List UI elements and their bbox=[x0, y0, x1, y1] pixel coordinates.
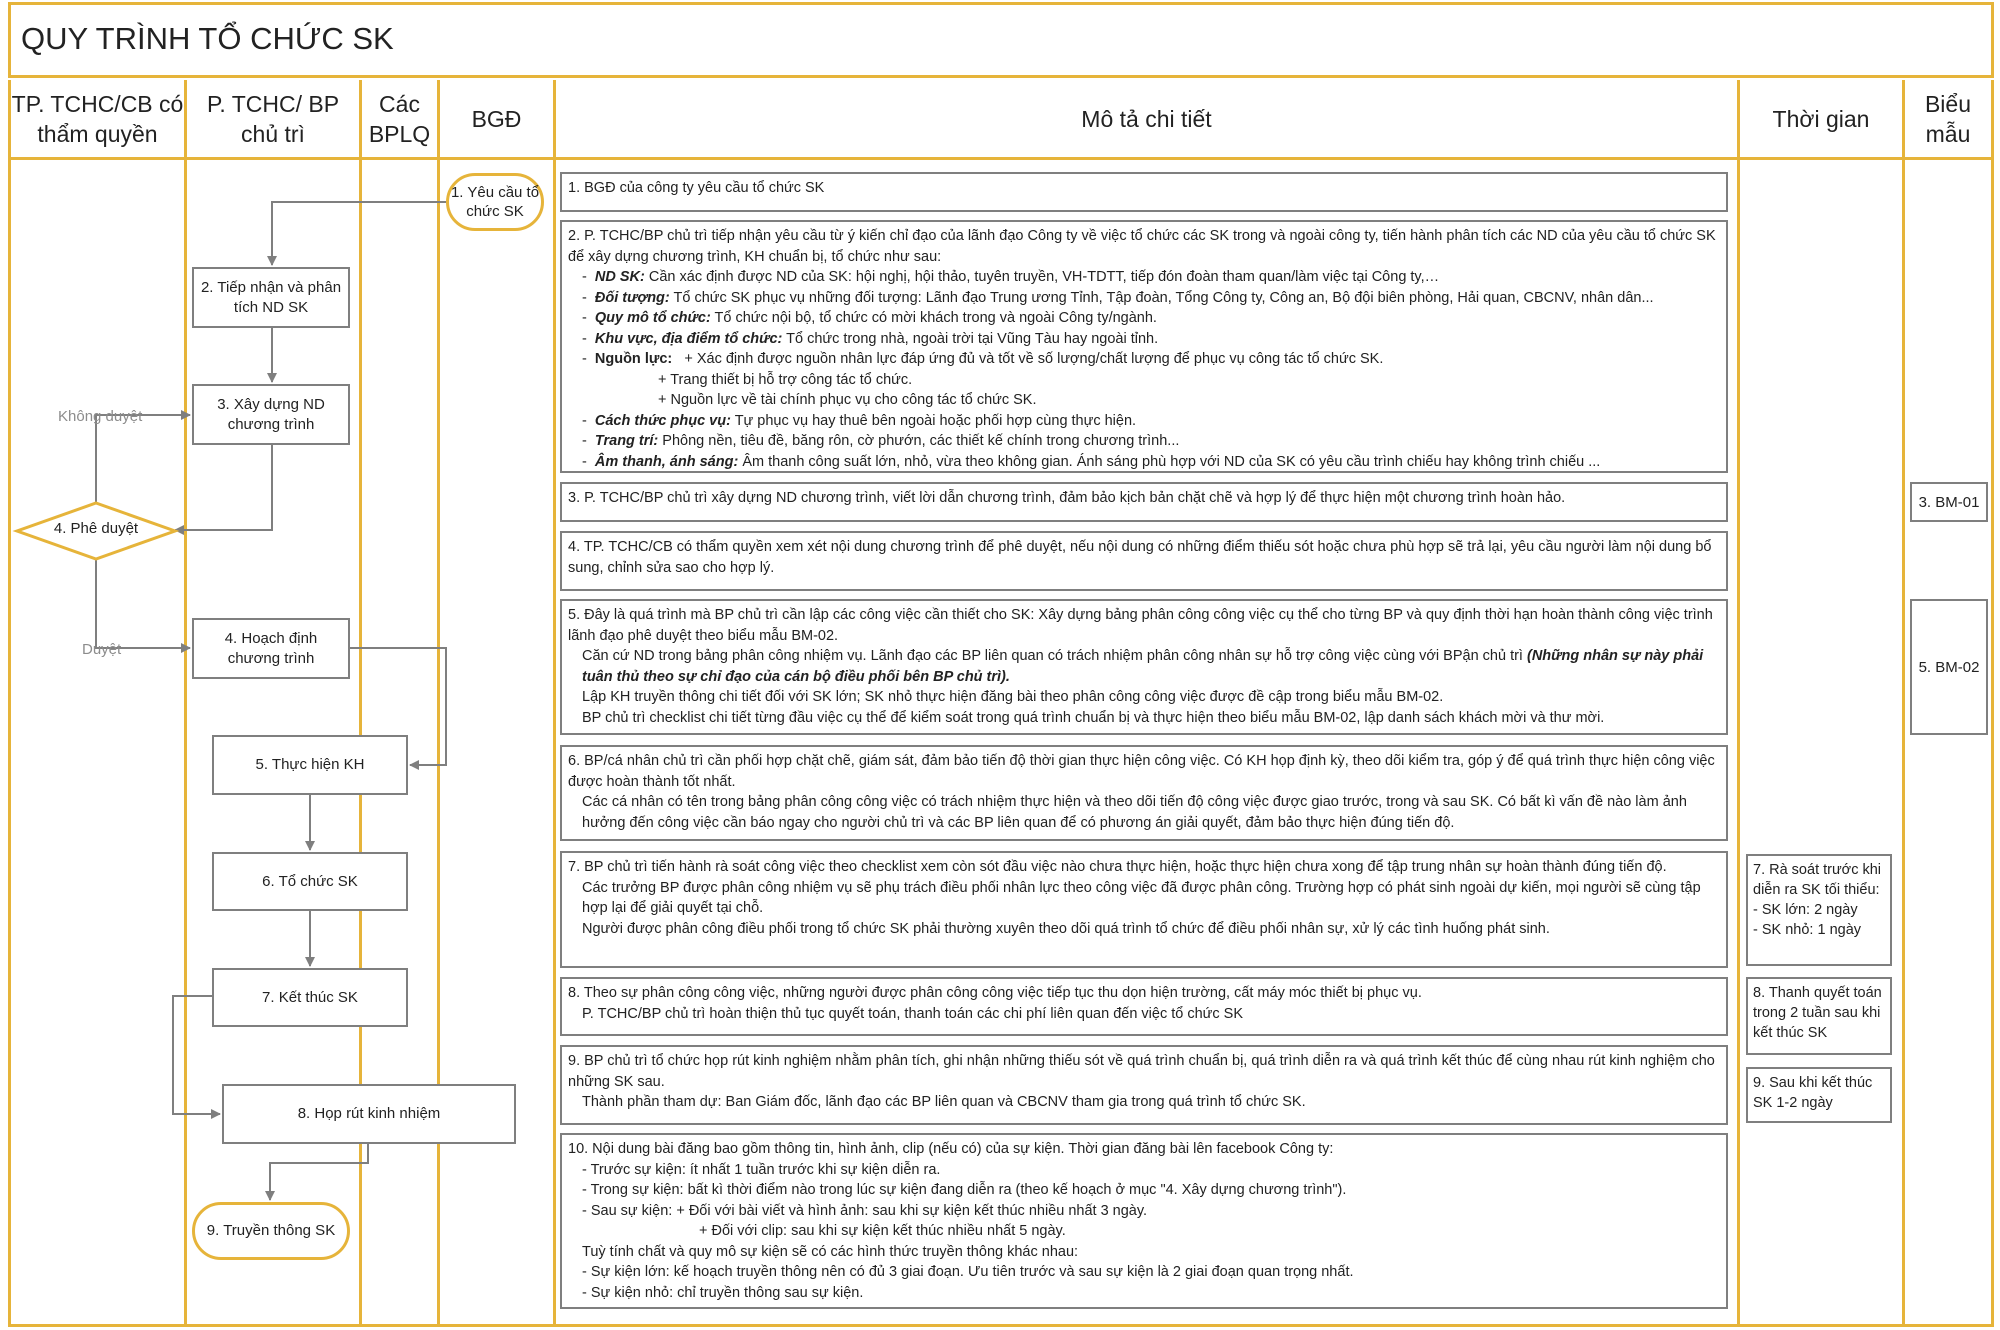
desc-2-intro: 2. P. TCHC/BP chủ trì tiếp nhận yêu cầu từ ý kiến chỉ đạo của lãnh đạo Công ty về việc tổ chức các SK trong và ngoài công ty, tiến hành phân tích các ND của yêu cầu tổ chức SK để xây dựng chương trình, KH chuẩn bị, tổ chức như sau: bbox=[568, 228, 1716, 265]
desc-10-p7: - Sự kiện lớn: kế hoạch truyền thông nên có đủ 3 giai đoạn. Ưu tiên trước và sau sự kiện là 2 giai đoạn quan trọng nhất. bbox=[582, 1264, 1354, 1280]
desc-step-9 bbox=[560, 1045, 1728, 1125]
step-4-plan-box: 4. Hoạch định chương trình bbox=[192, 618, 350, 679]
desc-2-kv-key: Khu vực, địa điểm tổ chức: bbox=[594, 330, 783, 347]
header-time: Thời gian bbox=[1737, 80, 1902, 158]
desc-2-qm-val: Tổ chức nội bộ, tổ chức có mời khách trong và ngoài Công ty/ngành. bbox=[710, 310, 1157, 326]
step-3-build-content-box: 3. Xây dựng ND chương trình bbox=[192, 384, 350, 445]
desc-step-10 bbox=[560, 1133, 1728, 1309]
desc-2-nd-val: Cần xác định được ND của SK: hội nghị, hội thảo, tuyên truyền, VH-TDTT, tiếp đón đoàn tham quan/làm việc tại Công ty,… bbox=[644, 269, 1440, 285]
step-7-finish-box: 7. Kết thúc SK bbox=[212, 968, 408, 1027]
time-7-line1: 7. Rà soát trước khi diễn ra SK tối thiểu: bbox=[1753, 862, 1882, 898]
desc-2-item-kv: - Khu vực, địa điểm tổ chức: Tổ chức trong nhà, ngoài trời tại Vũng Tàu hay ngoài tỉnh. bbox=[582, 330, 1159, 347]
desc-2-nl-1: + Xác định được nguồn nhân lực đáp ứng đủ và tốt về số lượng/chất lượng để phục vụ công tác tổ chức SK. bbox=[684, 351, 1384, 367]
desc-2-nd-key: ND SK: bbox=[594, 269, 645, 285]
step-9-communication-pill: 9. Truyền thông SK bbox=[192, 1202, 350, 1260]
desc-2-as-key: Âm thanh, ánh sáng: bbox=[594, 453, 739, 470]
desc-10-p1: 10. Nội dung bài đăng bao gồm thông tin, hình ảnh, clip (nếu có) của sự kiện. Thời gian đăng bài lên facebook Công ty: bbox=[568, 1141, 1334, 1157]
step-1-request-pill: 1. Yêu cầu tổ chức SK bbox=[446, 173, 544, 231]
desc-step-5 bbox=[560, 599, 1728, 735]
desc-2-item-nl: - Nguồn lực: + Xác định được nguồn nhân lực đáp ứng đủ và tốt về số lượng/chất lượng để phục vụ công tác tổ chức SK. bbox=[582, 351, 1384, 367]
desc-7-p1: 7. BP chủ trì tiến hành rà soát công việc theo checklist xem còn sót đầu việc nào chưa thực hiện, hoặc thực hiện chưa xong để tập trung nhân sự hoàn thành đúng tiến độ. bbox=[568, 859, 1667, 875]
header-p-tchc: P. TCHC/ BP chủ trì bbox=[184, 80, 359, 158]
desc-step-1 bbox=[560, 172, 1728, 212]
step-5-execute-box: 5. Thực hiện KH bbox=[212, 735, 408, 795]
step-4-decision-label: 4. Phê duyệt bbox=[53, 520, 139, 537]
desc-step-3 bbox=[560, 482, 1728, 522]
desc-2-tt-val: Phông nền, tiêu đề, băng rôn, cờ phướn, các thiết kế chính trong chương trình... bbox=[658, 433, 1180, 449]
desc-7-p3: Người được phân công điều phối trong tổ chức SK phải thường xuyên theo dõi quá trình tổ chức để điều phối nhân sự, xử lý các tình huống phát sinh. bbox=[582, 920, 1550, 937]
desc-7-p2: Các trưởng BP được phân công nhiệm vụ sẽ phụ trách điều phối nhân lực theo công việc đã được phân công. Trường hợp có phát sinh ngoài dự kiến, mọi người sẽ cùng tập hợp lại để giải quyết tại chỗ. bbox=[582, 879, 1701, 916]
desc-2-item-qm: - Quy mô tổ chức: Tổ chức nội bộ, tổ chức có mời khách trong và ngoài Công ty/ngành. bbox=[582, 310, 1157, 326]
arrow-approve-to-4 bbox=[96, 559, 190, 648]
desc-2-as-val: Âm thanh công suất lớn, nhỏ, vừa theo không gian. Ánh sáng phù hợp với ND của SK có yêu cầu trình chiếu hay không trình chiếu ... bbox=[738, 453, 1601, 470]
desc-2-item-dt: - Đối tượng: Tổ chức SK phục vụ những đối tượng: Lãnh đạo Trung ương Tỉnh, Tập đoàn, Tổng Công ty, Công an, Bộ đội biên phòng, Hải quan, CBCNV, nhân dân... bbox=[582, 289, 1654, 306]
time-step-7 bbox=[1746, 854, 1892, 966]
desc-2-kv-val: Tổ chức trong nhà, ngoài trời tại Vũng Tàu hay ngoài tỉnh. bbox=[782, 330, 1159, 347]
form-bm-01: 3. BM-01 bbox=[1910, 482, 1988, 522]
form-bm-02: 5. BM-02 bbox=[1910, 599, 1988, 735]
desc-10-p8: - Sự kiện nhỏ: chỉ truyền thông sau sự kiện. bbox=[582, 1284, 864, 1301]
desc-2-item-tt: - Trang trí: Phông nền, tiêu đề, băng rôn, cờ phướn, các thiết kế chính trong chương trình... bbox=[582, 433, 1180, 449]
desc-2-item-cc: - Cách thức phục vụ: Tự phục vụ hay thuê bên ngoài hoặc phối hợp cùng thực hiện. bbox=[582, 412, 1137, 429]
desc-step-7 bbox=[560, 851, 1728, 968]
desc-5-p3: Lập KH truyền thông chi tiết đối với SK lớn; SK nhỏ thực hiện đăng bài theo phân công công việc được đề cập trong biểu mẫu BM-02. bbox=[582, 689, 1444, 705]
desc-10-p5: + Đối với clip: sau khi sự kiện kết thúc nhiều nhất 5 ngày. bbox=[699, 1223, 1066, 1239]
desc-3-text: 3. P. TCHC/BP chủ trì xây dựng ND chương trình, viết lời dẫn chương trình, đảm bảo kịch bản chặt chẽ và hợp lý để thực hiện một chương trình hoàn hảo. bbox=[568, 490, 1566, 506]
desc-2-cc-val: Tự phục vụ hay thuê bên ngoài hoặc phối hợp cùng thực hiện. bbox=[730, 412, 1137, 429]
arrow-1-to-2 bbox=[272, 202, 447, 265]
desc-10-p3: - Trong sự kiện: bất kì thời điểm nào trong lúc sự kiện đang diễn ra (theo kế hoạch ở mục "4. Xây dựng chương trình"). bbox=[582, 1182, 1347, 1198]
approve-label: Duyệt bbox=[82, 641, 122, 658]
desc-2-dt-key: Đối tượng: bbox=[594, 289, 670, 306]
desc-2-nl-2: + Trang thiết bị hỗ trợ công tác tổ chức. bbox=[658, 371, 913, 388]
desc-6-p2: Các cá nhân có tên trong bảng phân công công việc có trách nhiệm thực hiện và theo dõi tiến độ công việc được giao trước, trong và sau SK. Có bất kì vấn đề nào làm ảnh hưởng đến công việc cần báo ngay cho người chủ trì và các BP liên quan để có phương án giải quyết, đảm bảo thực hiện đúng tiến độ. bbox=[582, 794, 1687, 831]
desc-1-text: 1. BGĐ của công ty yêu cầu tổ chức SK bbox=[568, 180, 825, 196]
desc-10-p6: Tuỳ tính chất và quy mô sự kiện sẽ có các hình thức truyền thông khác nhau: bbox=[582, 1243, 1079, 1260]
desc-5-p1: 5. Đây là quá trình mà BP chủ trì cần lập các công việc cần thiết cho SK: Xây dựng bảng phân công công việc cụ thể cho từng BP và quy định thời hạn hoàn thành công việc trình lãnh đạo phê duyệt theo biểu mẫu BM-02. bbox=[568, 607, 1713, 644]
arrow-3-to-4 bbox=[175, 445, 272, 530]
arrow-8-to-9 bbox=[270, 1144, 368, 1200]
header-bgd: BGĐ bbox=[437, 80, 553, 158]
time-step-9: 9. Sau khi kết thúc SK 1-2 ngày bbox=[1746, 1067, 1892, 1123]
header-bplq: Các BPLQ bbox=[359, 80, 437, 158]
desc-2-cc-key: Cách thức phục vụ: bbox=[594, 412, 731, 429]
desc-10-p2: - Trước sự kiện: ít nhất 1 tuần trước khi sự kiện diễn ra. bbox=[582, 1161, 941, 1178]
desc-2-dt-val: Tổ chức SK phục vụ những đối tượng: Lãnh đạo Trung ương Tỉnh, Tập đoàn, Tổng Công ty, Công an, Bộ đội biên phòng, Hải quan, CBCNV, nhân dân... bbox=[669, 289, 1654, 306]
time-7-line3: - SK nhỏ: 1 ngày bbox=[1753, 922, 1862, 938]
desc-5-p2 bbox=[568, 646, 1720, 687]
step-2-receive-box: 2. Tiếp nhận và phân tích ND SK bbox=[192, 267, 350, 328]
step-8-review-box: 8. Họp rút kinh nhiệm bbox=[222, 1084, 516, 1144]
desc-5-p2b: (Những nhân sự này phải tuân thủ theo sự chỉ đạo của cán bộ điều phối bên BP chủ trì). bbox=[582, 648, 1704, 685]
desc-step-2 bbox=[560, 220, 1728, 473]
desc-5-p4: BP chủ trì checklist chi tiết từng đầu việc cụ thể để kiểm soát trong quá trình chuẩn bị và thực hiện theo biểu mẫu BM-02, lập danh sách khách mời và thư mời. bbox=[582, 709, 1605, 726]
desc-2-tt-key: Trang trí: bbox=[594, 433, 659, 449]
desc-6-p1: 6. BP/cá nhân chủ trì cần phối hợp chặt chẽ, giám sát, đảm bảo tiến độ thời gian thực hiện công việc. Có KH họp định kỳ, theo dõi kiểm tra, góp ý để quá trình thực hiện công việc được hoàn thành tốt nhất. bbox=[568, 753, 1715, 790]
desc-4-text: 4. TP. TCHC/CB có thẩm quyền xem xét nội dung chương trình để phê duyệt, nếu nội dung có những điểm thiếu sót hoặc chưa phù hợp sẽ trả lại, yêu cầu người làm nội dung bổ sung, chỉnh sửa sao cho hợp lý. bbox=[568, 539, 1712, 576]
header-description: Mô tả chi tiết bbox=[553, 80, 1737, 158]
desc-8-p1: 8. Theo sự phân công công việc, những người được phân công công việc tiếp tục thu dọn hiện trường, cất máy móc thiết bị phục vụ. bbox=[568, 985, 1422, 1001]
desc-step-6 bbox=[560, 745, 1728, 841]
reject-label: Không duyệt bbox=[58, 408, 143, 425]
desc-2-item-as: - Âm thanh, ánh sáng: Âm thanh công suất lớn, nhỏ, vừa theo không gian. Ánh sáng phù hợp với ND của SK có yêu cầu trình chiếu hay không trình chiếu ... bbox=[582, 453, 1601, 470]
time-7-line2: - SK lớn: 2 ngày bbox=[1753, 902, 1858, 918]
page-title: QUY TRÌNH TỔ CHỨC SK bbox=[21, 21, 394, 56]
step-6-organize-box: 6. Tổ chức SK bbox=[212, 852, 408, 911]
desc-2-item-nd: - ND SK: Cần xác định được ND của SK: hội nghị, hội thảo, tuyên truyền, VH-TDTT, tiếp đón đoàn tham quan/làm việc tại Công ty,… bbox=[582, 269, 1440, 285]
desc-2-nl-key: Nguồn lực: bbox=[594, 351, 673, 367]
desc-step-8 bbox=[560, 977, 1728, 1036]
desc-5-p2a: Căn cứ ND trong bảng phân công nhiệm vụ. Lãnh đạo các BP liên quan có trách nhiệm phân công nhân sự hỗ trợ công việc cùng với BPận chủ trì bbox=[582, 648, 1527, 664]
arrow-reject-to-3 bbox=[96, 415, 190, 503]
time-step-8: 8. Thanh quyết toán trong 2 tuần sau khi kết thúc SK bbox=[1746, 977, 1892, 1055]
desc-9-p1: 9. BP chủ trì tổ chức họp rút kinh nghiệm nhằm phân tích, ghi nhận những thiếu sót về quá trình chuẩn bị, quá trình diễn ra và quá trình kết thúc để cùng nhau rút kinh nghiệm cho những SK sau. bbox=[568, 1053, 1715, 1090]
desc-8-p2: P. TCHC/BP chủ trì hoàn thiện thủ tục quyết toán, thanh toán các chi phí liên quan đến việc tổ chức SK bbox=[582, 1005, 1244, 1022]
header-tp-tchc: TP. TCHC/CB có thẩm quyền bbox=[8, 80, 184, 158]
desc-9-p2: Thành phần tham dự: Ban Giám đốc, lãnh đạo các BP liên quan và CBCNV tham gia trong quá trình tổ chức SK. bbox=[582, 1094, 1306, 1110]
header-form: Biểu mẫu bbox=[1902, 80, 1994, 158]
desc-2-qm-key: Quy mô tổ chức: bbox=[594, 310, 711, 326]
desc-step-4 bbox=[560, 531, 1728, 591]
desc-2-nl-3: + Nguồn lực về tài chính phục vụ cho công tác tổ chức SK. bbox=[658, 392, 1037, 408]
desc-10-p4: - Sau sự kiện: + Đối với bài viết và hình ảnh: sau khi sự kiện kết thúc nhiều nhất 3 ngày. bbox=[582, 1202, 1148, 1219]
